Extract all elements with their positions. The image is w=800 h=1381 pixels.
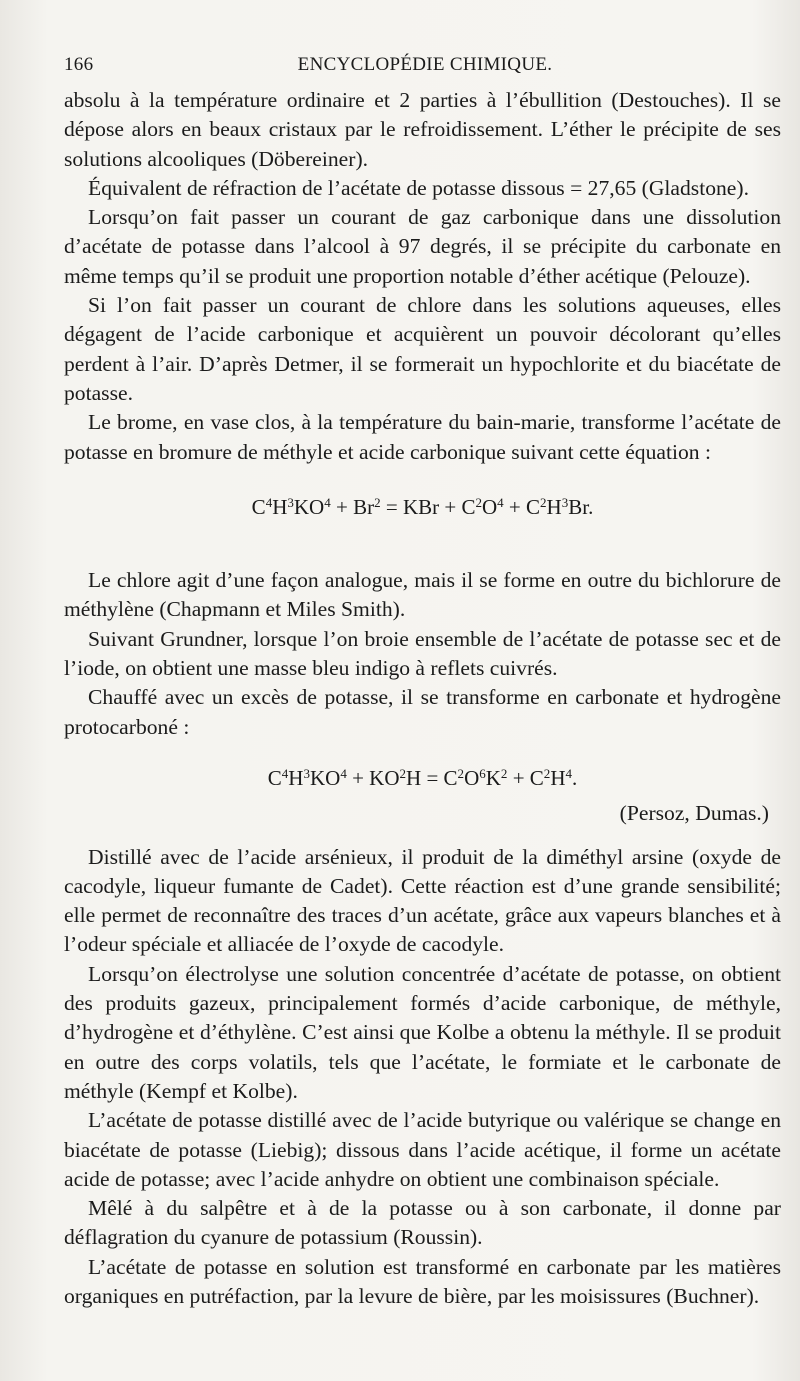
- body-text: [64, 86, 781, 1311]
- paragraph: Lorsqu’on électrolyse une solution concentrée d’acétate de potasse, on obtient des produits gazeux, principalement formés d’acide carbonique, de méthyle, d’hydrogène et d’éthylène. C’est ainsi que Kolbe a obtenu la méthyle. Il se produit en outre des corps volatils, tels que l’acétate, le formiate et le carbonate de méthyle (Kempf et Kolbe).: [64, 961, 781, 1103]
- paragraph: Le brome, en vase clos, à la température du bain-marie, transforme l’acétate de potasse en bromure de méthyle et acide carbonique suivant cette équation :: [64, 410, 781, 464]
- paragraph: Si l’on fait passer un courant de chlore dans les solutions aqueuses, elles dégagent de l’acide carbonique et acquièrent un pouvoir décolorant qu’elles perdent à l’air. D’après Detmer, il se formerait un hypochlorite et du biacétate de potasse.: [64, 293, 781, 405]
- paragraph: L’acétate de potasse distillé avec de l’acide butyrique ou valérique se change en biacétate de potasse (Liebig); dissous dans l’acide acétique, il forme un acétate acide de potasse; avec l’acide anhydre on obtient une combinaison spéciale.: [64, 1108, 781, 1191]
- equation-bromine: $C^4H^3KO^4 + Br^2$ = KBr + $C^2O^4 + C^2H^3Br$.: [251, 494, 594, 519]
- paragraph: L’acétate de potasse en solution est transformé en carbonate par les matières organiques en putréfaction, par la levure de bière, par les moisissures (Buchner).: [64, 1254, 781, 1308]
- page-number: 166: [64, 54, 94, 75]
- paragraph: Chauffé avec un excès de potasse, il se transforme en carbonate et hydrogène protocarboné :: [64, 685, 781, 739]
- citation: (Persoz, Dumas.): [619, 801, 769, 826]
- running-head: ENCYCLOPÉDIE CHIMIQUE.: [297, 54, 553, 75]
- paragraph: Suivant Grundner, lorsque l’on broie ensemble de l’acétate de potasse sec et de l’iode, on obtient une masse bleu indigo à reflets cuivrés.: [64, 626, 781, 681]
- paragraph: absolu à la température ordinaire et 2 parties à l’ébullition (Destouches). Il se dépose alors en beaux cristaux par le refroidissement. L’éther le précipite de ses solutions alcooliques (Döbereiner).: [64, 88, 781, 171]
- paragraph: Mêlé à du salpêtre et à de la potasse ou à son carbonate, il donne par déflagration du cyanure de potassium (Roussin).: [64, 1196, 781, 1250]
- equation-potash: $C^4H^3KO^4 + KO^2H = C^2O^6K^2 + C^2H^4$.: [267, 765, 578, 790]
- paragraph: Le chlore agit d’une façon analogue, mais il se forme en outre du bichlorure de méthylène (Chapmann et Miles Smith).: [64, 568, 781, 622]
- paragraph: Équivalent de réfraction de l’acétate de potasse dissous = 27,65 (Gladstone).: [88, 175, 749, 200]
- paragraph: Distillé avec de l’acide arsénieux, il produit de la diméthyl arsine (oxyde de cacodyle, liqueur fumante de Cadet). Cette réaction est d’une grande sensibilité; elle permet de reconnaître des traces d’un acétate, grâce aux vapeurs blanches et à l’odeur spéciale et alliacée de l’oxyde de cacodyle.: [64, 844, 781, 957]
- page-header: [64, 54, 786, 82]
- paragraph: Lorsqu’on fait passer un courant de gaz carbonique dans une dissolution d’acétate de potasse dans l’alcool à 97 degrés, il se précipite du carbonate en même temps qu’il se produit une proportion notable d’éther acétique (Pelouze).: [64, 205, 781, 288]
